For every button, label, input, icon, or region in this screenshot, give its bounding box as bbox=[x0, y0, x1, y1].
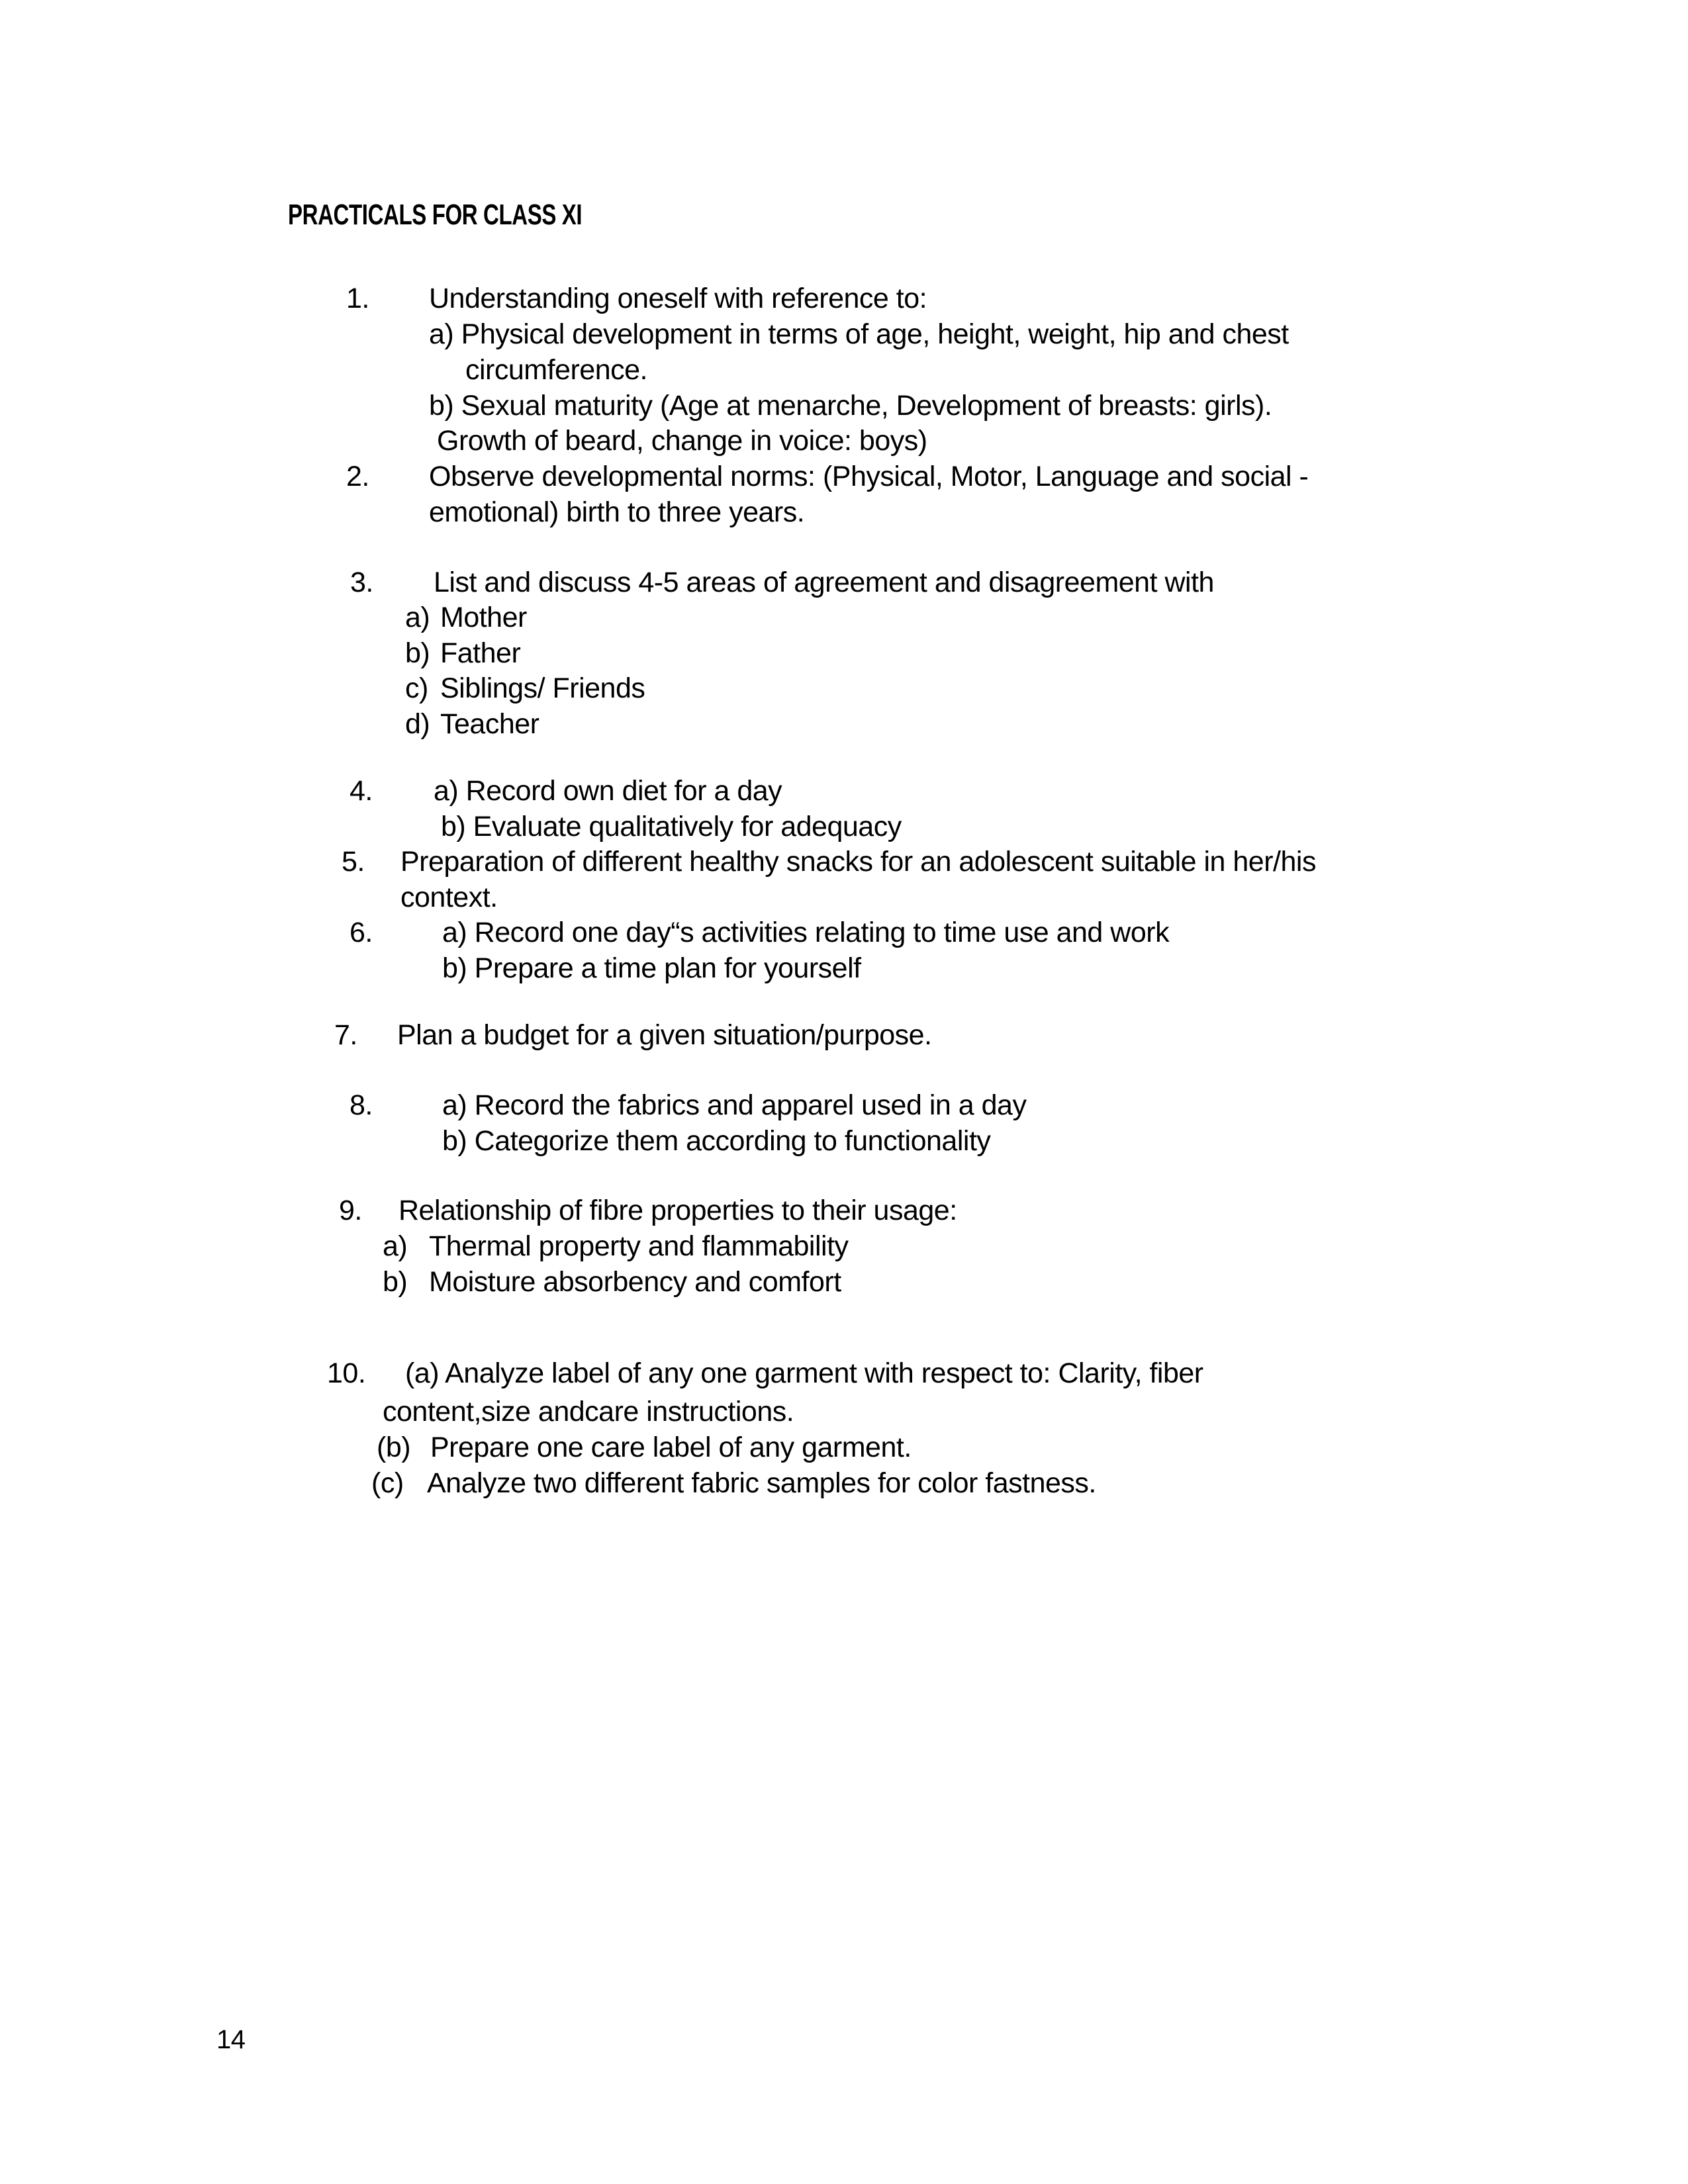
list-subline bbox=[0, 1465, 1688, 1502]
sub-item-text: Father bbox=[440, 637, 521, 669]
list-subline bbox=[0, 423, 1688, 460]
sub-item-label: a) bbox=[383, 1230, 408, 1262]
list-item-number: 3. bbox=[350, 567, 373, 598]
list-item-number: 8. bbox=[350, 1089, 373, 1121]
sub-item-text: Moisture absorbency and comfort bbox=[429, 1266, 841, 1298]
list-subline bbox=[0, 670, 1688, 707]
list-subline bbox=[0, 494, 1688, 531]
list-item-number: 9. bbox=[339, 1195, 362, 1226]
list-item-text: a) Record own diet for a day bbox=[434, 775, 782, 807]
list-item-number: 1. bbox=[346, 283, 369, 314]
list-subline bbox=[0, 1430, 1688, 1467]
list-item-text: Observe developmental norms: (Physical, Motor, Language and social - bbox=[429, 461, 1309, 492]
sub-item-text: Prepare one care label of any garment. bbox=[430, 1432, 912, 1463]
sub-item-text: Siblings/ Friends bbox=[440, 672, 645, 704]
list-item bbox=[0, 281, 1688, 318]
sub-item-text: a) Physical development in terms of age, height, weight, hip and chest bbox=[429, 318, 1289, 350]
sub-item-text: Mother bbox=[440, 602, 527, 633]
list-subline bbox=[0, 1264, 1688, 1301]
list-item bbox=[0, 459, 1688, 496]
sub-item-text: Analyze two different fabric samples for color fastness. bbox=[427, 1467, 1096, 1499]
list-item-text: Preparation of different healthy snacks for an adolescent suitable in her/his bbox=[400, 846, 1316, 878]
list-item-number: 2. bbox=[346, 461, 369, 492]
sub-item-text: b) Categorize them according to functionality bbox=[442, 1125, 991, 1157]
sub-item-text: b) Sexual maturity (Age at menarche, Development of breasts: girls). bbox=[429, 390, 1272, 422]
list-item bbox=[0, 565, 1688, 602]
sub-item-text: context. bbox=[400, 882, 498, 913]
sub-item-text: emotional) birth to three years. bbox=[429, 496, 805, 528]
list-item bbox=[0, 1193, 1688, 1230]
sub-item-text: Teacher bbox=[440, 708, 539, 740]
list-item-text: Understanding oneself with reference to: bbox=[429, 283, 927, 314]
list-item bbox=[0, 1017, 1688, 1054]
list-item-text: a) Record one day“s activities relating to time use and work bbox=[442, 917, 1170, 948]
list-subline bbox=[0, 388, 1688, 425]
page-number: 14 bbox=[216, 2025, 246, 2054]
list-item-text: Relationship of fibre properties to their usage: bbox=[399, 1195, 957, 1226]
list-subline bbox=[0, 1123, 1688, 1160]
list-subline bbox=[0, 1228, 1688, 1265]
sub-item-text: Thermal property and flammability bbox=[429, 1230, 849, 1262]
sub-item-label: c) bbox=[405, 672, 428, 704]
list-subline bbox=[0, 316, 1688, 353]
sub-item-text: b) Prepare a time plan for yourself bbox=[442, 952, 861, 984]
list-item bbox=[0, 844, 1688, 881]
list-item bbox=[0, 773, 1688, 810]
sub-item-label: (c) bbox=[371, 1467, 404, 1499]
list-subline bbox=[0, 352, 1688, 389]
sub-item-label: (b) bbox=[377, 1432, 411, 1463]
list-item bbox=[0, 915, 1688, 952]
sub-item-text: b) Evaluate qualitatively for adequacy bbox=[441, 811, 902, 842]
sub-item-label: b) bbox=[405, 637, 430, 669]
list-subline bbox=[0, 950, 1688, 987]
list-subline bbox=[0, 1394, 1688, 1431]
list-subline bbox=[0, 600, 1688, 637]
list-subline bbox=[0, 880, 1688, 917]
page-title: PRACTICALS FOR CLASS XI bbox=[288, 199, 583, 231]
sub-item-text: Growth of beard, change in voice: boys) bbox=[437, 425, 927, 457]
list-item-text: Plan a budget for a given situation/purpose. bbox=[397, 1019, 932, 1051]
sub-item-text: circumference. bbox=[465, 354, 647, 386]
list-item-number: 6. bbox=[350, 917, 373, 948]
list-item bbox=[0, 1087, 1688, 1124]
list-subline bbox=[0, 706, 1688, 743]
list-item-text: (a) Analyze label of any one garment with respect to: Clarity, fiber bbox=[405, 1357, 1203, 1389]
list-item-number: 4. bbox=[350, 775, 373, 807]
sub-item-label: b) bbox=[383, 1266, 408, 1298]
sub-item-text: content,size andcare instructions. bbox=[383, 1396, 794, 1428]
list-item-number: 10. bbox=[327, 1357, 366, 1389]
list-item-number: 7. bbox=[334, 1019, 357, 1051]
list-subline bbox=[0, 635, 1688, 672]
list-item-text: a) Record the fabrics and apparel used in a day bbox=[442, 1089, 1027, 1121]
list-item bbox=[0, 1355, 1688, 1392]
list-item-text: List and discuss 4-5 areas of agreement and disagreement with bbox=[434, 567, 1214, 598]
list-item-number: 5. bbox=[342, 846, 365, 878]
sub-item-label: d) bbox=[405, 708, 430, 740]
list-subline bbox=[0, 809, 1688, 846]
sub-item-label: a) bbox=[405, 602, 430, 633]
